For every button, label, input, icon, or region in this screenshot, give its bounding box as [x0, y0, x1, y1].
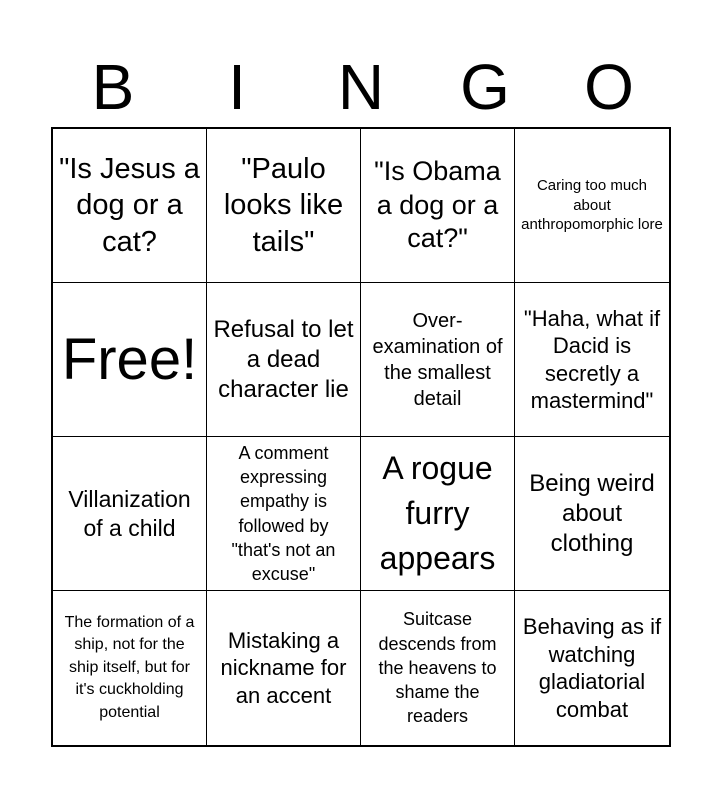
bingo-cell-r3-c1[interactable] [53, 437, 207, 591]
bingo-cell-r4-c3[interactable] [361, 591, 515, 745]
bingo-cell-r3-c3[interactable] [361, 437, 515, 591]
bingo-cell-r4-c1[interactable] [53, 591, 207, 745]
bingo-cell-text: A rogue furry appears [379, 450, 496, 576]
bingo-cell-text: Suitcase descends from the heavens to shame the readers [378, 609, 497, 727]
bingo-cell-r1-c3[interactable] [361, 129, 515, 283]
bingo-board [51, 127, 671, 747]
bingo-cell-r2-c4[interactable] [515, 283, 669, 437]
bingo-title [51, 52, 671, 122]
bingo-cell-text: "Paulo looks like tails" [223, 153, 344, 258]
bingo-cell-r1-c4[interactable] [515, 129, 669, 283]
bingo-cell-text: "Haha, what if Dacid is secretly a mastermind" [523, 305, 661, 413]
bingo-cell-text: The formation of a ship, not for the ship itself, but for it's cuckholding potential [64, 614, 195, 721]
bingo-cell-text: Villanization of a child [68, 485, 191, 541]
bingo-cell-text: A comment expressing empathy is followed by "that's not an excuse" [231, 442, 336, 585]
title-letter-n: N [337, 51, 385, 123]
title-letter-i: I [228, 51, 246, 123]
free-space-text: Free! [61, 326, 198, 392]
bingo-cell-text: "Is Obama a dog or a cat?" [374, 155, 501, 254]
bingo-cell-r2-c2[interactable] [207, 283, 361, 437]
bingo-cell-r3-c4[interactable] [515, 437, 669, 591]
bingo-cell-r1-c2[interactable] [207, 129, 361, 283]
bingo-cell-text: Mistaking a nickname for an accent [220, 627, 347, 708]
bingo-cell-text: Caring too much about anthropomorphic lore [521, 177, 663, 234]
title-letter-b: B [91, 51, 135, 123]
title-letter-g: G [460, 51, 510, 123]
bingo-cell-text: Over-examination of the smallest detail [372, 309, 503, 410]
bingo-cell-text: Refusal to let a dead character lie [213, 315, 354, 403]
bingo-cell-r2-c1-free[interactable] [53, 283, 207, 437]
bingo-cell-text: Behaving as if watching gladiatorial combat [522, 614, 662, 722]
bingo-cell-text: Being weird about clothing [529, 469, 655, 557]
bingo-cell-r2-c3[interactable] [361, 283, 515, 437]
bingo-cell-r4-c2[interactable] [207, 591, 361, 745]
bingo-cell-r4-c4[interactable] [515, 591, 669, 745]
bingo-cell-r3-c2[interactable] [207, 437, 361, 591]
title-letter-o: O [584, 51, 634, 123]
bingo-cell-text: "Is Jesus a dog or a cat? [59, 153, 200, 258]
bingo-cell-r1-c1[interactable] [53, 129, 207, 283]
